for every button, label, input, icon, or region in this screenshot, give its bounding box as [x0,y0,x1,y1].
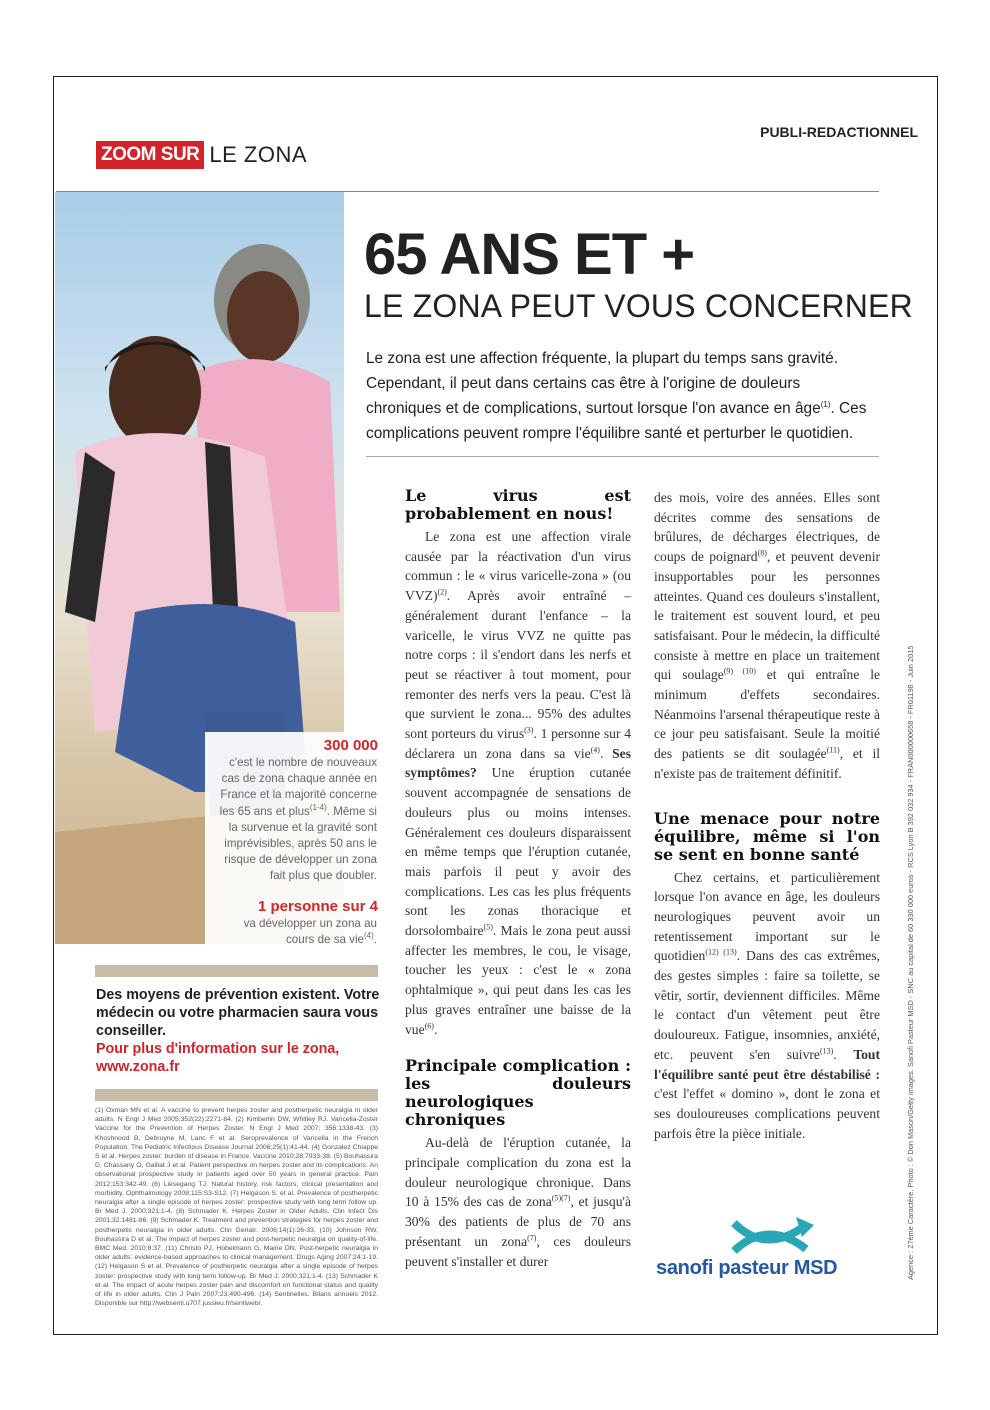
stat-figure: 300 000 [323,737,378,754]
subheadline: LE ZONA PEUT VOUS CONCERNER [364,288,913,324]
article-column-1 [405,487,631,1271]
paragraph: des mois, voire des années. Elles sont décrites comme des sensations de brûlures, de décharges électriques, de coups de poignard$^{(8)}$, et peuvent devenir insupportables pour les personnes atteintes. Quand ces douleurs s'installent, le traitement est souvent lourd, et peu satisfaisant. Pour le médecin, la difficulté consiste à mettre en place un traitement qui soulage$^{(9) (10)}$ et qui entraîne le minimum d'effets secondaires. Néanmoins l'arsenal thérapeutique reste à ce jour peu satisfaisant. Seule la moitié des patients se dit soulagée$^{(11)}$, et il n'existe pas de traitement définitif. [654,490,881,781]
prevention-info: Pour plus d'information sur le zona, [96,1041,340,1057]
paragraph: Chez certains, et particulièrement lorsque l'on avance en âge, les douleurs neurologiques peuvent avoir un retentissement important sur le quotidien$^{(12) (13)}$. Dans des cas extrêmes, des gestes simples : faire sa toilette, se vêtir, sortir, deviennent difficiles. Même le contact d'un vêtement peut être douloureux. Fatigue, insomnies, anxiété, etc. peuvent s'en suivre$^{(13)}$. Tout l'équilibre santé peut être déstabilisé : c'est l'effet « domino », dont le zona et ses douloureuses complications peuvent parfois être la pièce initiale. [654,869,881,1141]
zoom-topic: LE ZONA [209,142,308,167]
article-column-2 [654,488,880,1143]
legal-side-text: Agence : 27ème Caractère. Photo : © Don Mason/Getty images. Sanofi Pasteur MSD - SNC au capital de 60 330 000 euros - RCS Lyon B 392 032 934 - FRAN000000658 - FR01198 - Juin 2015 [906,645,915,1280]
prevention-box [96,986,386,1076]
prevention-text: Des moyens de prévention existent. Votre médecin ou votre pharmacien saura vous conseiller. [96,987,380,1039]
logo-text: sanofi pasteur MSD [656,1257,838,1279]
zoom-badge: ZOOM SUR [96,141,204,169]
paragraph: Au-delà de l'éruption cutanée, la principale complication du zona est la douleur neurologique chronique. Dans 10 à 15% des cas de zona$^{(5)(7)}$, et jusqu'à 30% des patients de plus de 70 ans présentant un zona$^{(7)}$, ces douleurs peuvent s'installer et durer [405,1135,632,1269]
divider [366,456,879,457]
section-label [96,141,307,169]
divider-bar [95,1089,378,1101]
paragraph: Le zona est une affection virale causée par la réactivation d'un virus commun : le « virus varicelle-zona » (ou VVZ)$^{(2)}$. Après avoir entraîné – généralement durant l'enfance – la varicelle, le virus VVZ ne quitte pas notre corps : il s'endort dans les nerfs et peut se réactiver à tout moment, pour remonter des nerfs vers la peau. C'est là que survient le zona... 95% des adultes sont porteurs du virus$^{(3)}$. 1 personne sur 4 déclarera un zona dans sa vie$^{(4)}$. Ses symptômes? Une éruption cutanée souvent accompagnée de sensations de douleurs plus ou moins intenses. Généralement ces douleurs disparaissent en même temps que l'éruption cutanée, mais parfois il peut y avoir des complications. Les cas les plus fréquents sont les zonas thoracique et dorsolombaire$^{(5)}$. Mais le zona peut aussi affecter les membres, le cou, le visage, toucher les yeux : c'est le « zona ophtalmique », qui peut dans les cas les plus graves entraîner une baisse de la vue$^{(6)}$. [405,529,632,1037]
website-link[interactable]: www.zona.fr [96,1059,180,1075]
section-heading: Le virus est probablement en nous! [405,486,631,523]
stat-figure-2: 1 personne sur 4 [257,898,378,915]
stat-text-2: va développer un zona au cours de sa vie$^{(4)}$. [243,917,377,946]
stat-text: c'est le nombre de nouveaux cas de zona chaque année en France et la majorité concerne les 65 ans et plus$^{(1-4)}$. Même si la survenue et la gravité sont imprévisibles, après 50 ans le risque de développer un zona fait plus que doubler. [219,756,377,883]
headline: 65 ANS ET + [364,222,695,287]
publi-label: PUBLI-REDACTIONNEL [760,124,918,140]
section-heading: Une menace pour notre équilibre, même si l'on se sent en bonne santé [654,808,880,864]
references: (1) Oxman MN et al. A vaccine to prevent herpes zoster and postherpetic neuralgia in older adults. N Engl J Med 2005;352(22):2271-84. (2) Kimberlin DW, Whitley RJ. Varicella-Zoster Vaccine for the Prevention of Herpes Zoster. N Engl J Med 2007; 356:1338-43. (3) Khoshnood B, Debruyne M, Lanc F et al. Seroprevalence of Varicella in the French Population. The Pediatric Infectious Disease Journal 2006;25(1):41-44. (4) Gonzalez Chiappe S et al. Herpes zoster: burden of disease in France. Vaccine 2010;28:7933-38. (5) Bouhassira D, Chassany O, Gaillat J et al. Patient perspective on herpes zoster and its complications: An observational prospective study in patients aged over 50 years in general practice. Pain 2012;153:342-49. (6) Liesegang TJ. Natural history, risk factors, clinical presentation and morbidity. Ophthalmology 2008;115:S3-S12. (7) Helgason S. et al. Prevalence of postherpetic neuralgia after a single episode of herpes zoster: prospective study with long term follow up. Br Med J. 2000;321:1-4. (8) Schmader K. Herpes Zoster in Older Adults. Clin Infect Dis 2001;32:1481-86. (9) Schmader K. Treatment and prevention strategies for herpes zoster and postherpetic neuralgia in older adults. Clin Geriatr. 2006;14(1):26-33. (10) Johnson RW, Bouhassira D et al. The impact of herpes zoster and post-herpetic neuralgia on quality-of-life. BMC Med. 2010;8:37. (11) Christo PJ, Hobelmann G, Maine DN. Post-herpetic neuralgia in older adults: evidence-based approaches to clinical management. Drugs Aging 2007;24:1-19. (12) Helgason S et al. Prevalence of postherpetic neuralgia after a single episode of herpes zoster: prospective study with long term follow-up. Br Med J. 2000;321:1-4. (13) Schmader K et al. The impact of acute herpes zoster pain and discomfort on functional status and quality of life in older adults. Clin J Pain 2007;23:490-496. (14) Sentinelles. Bilans annuels 2012. Disponible sur http://websenti.u707.jussieu.fr/sentiweb/. [95,1107,378,1308]
divider-bar [95,965,378,977]
section-heading: Principale complication : les douleurs neurologiques chroniques [405,1056,631,1130]
lead-paragraph: Le zona est une affection fréquente, la plupart du temps sans gravité. Cependant, il peut dans certains cas être à l'origine de douleurs chroniques et de complications, surtout lorsque l'on avance en âge$^{(1)}$. Ces complications peuvent rompre l'équilibre santé et perturber le quotidien. [366,350,867,442]
